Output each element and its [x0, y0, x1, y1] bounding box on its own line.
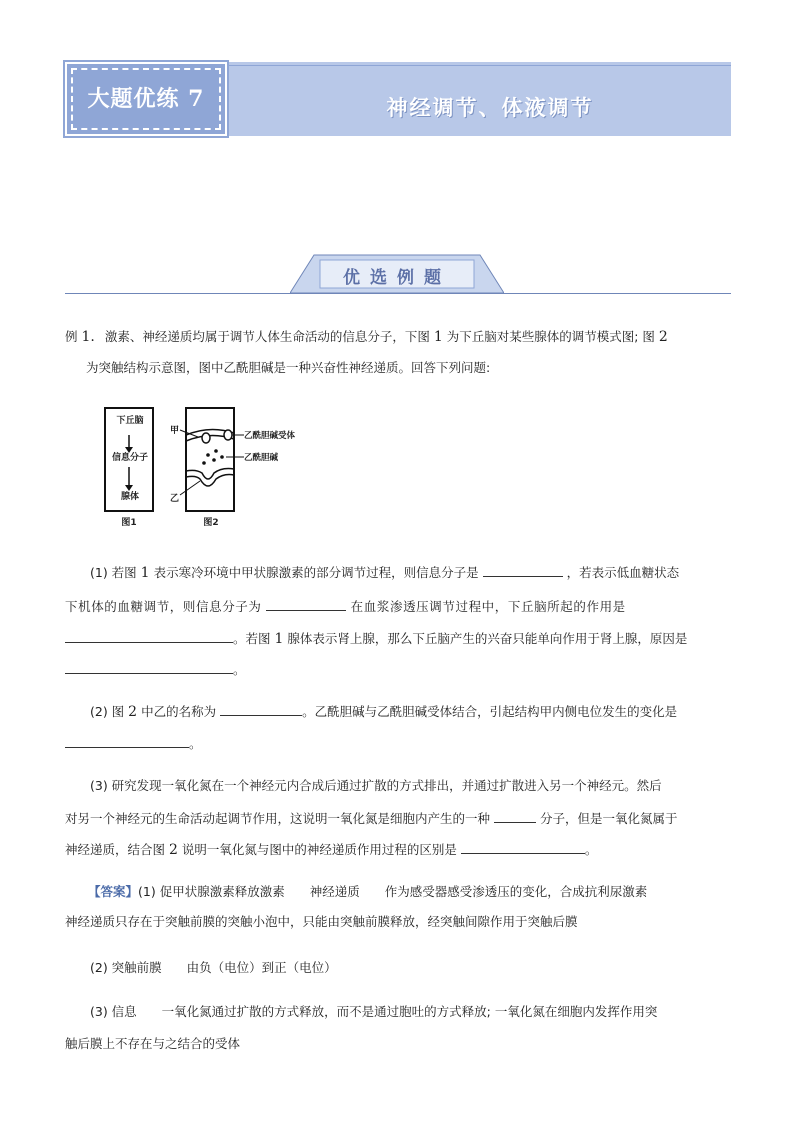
section-label: 优选例题 [343, 268, 451, 288]
q3-line1: (3) 研究发现一氧化氮在一个神经元内合成后通过扩散的方式排出，并通过扩散进入另一个神经元。然后 [90, 778, 662, 793]
fig2-ach-dot [220, 455, 224, 459]
q1-l3-a: 。若图 [233, 631, 271, 646]
answer-line2: 神经递质只存在于突触前膜的突触小泡中，只能由突触前膜释放，经突触间隙作用于突触后膜 [65, 914, 578, 929]
q1-blank-2[interactable] [266, 596, 346, 611]
q2-blank-2[interactable] [65, 733, 189, 748]
q1-blank-4[interactable] [65, 659, 233, 674]
q1-l1-a: (1) 若图 [90, 565, 137, 580]
answer-line4: (3) 信息 一氧化氮通过扩散的方式释放，而不是通过胞吐的方式释放; 一氧化氮在细胞内发挥作用突 [90, 1004, 658, 1019]
fig2-ach-dot [214, 449, 218, 453]
q2-blank-1[interactable] [220, 701, 302, 716]
fig2-label-ach: 乙酰胆碱 [244, 453, 279, 463]
fig2-receptor [224, 430, 232, 440]
q1-line3 [65, 628, 731, 649]
fig2-label-yi: 乙 [170, 494, 180, 504]
q2-l2-end: 。 [189, 736, 202, 751]
q3-l2-a: 对另一个神经元的生命活动起调节作用，这说明一氧化氮是细胞内产生的一种 [65, 811, 491, 826]
q1-line4 [65, 659, 731, 680]
section-divider [65, 293, 731, 294]
answer-line3: (2) 突触前膜 由负（电位）到正（电位） [90, 960, 337, 975]
q3-line3 [65, 839, 731, 860]
fig2-ach-dot [206, 453, 210, 457]
answer-tag: 【答案】 [88, 884, 139, 899]
intro-fig1-ref: 1 [433, 329, 443, 345]
q3-l3-end: 。 [584, 842, 598, 857]
q1-line1 [90, 562, 756, 583]
header-badge [65, 62, 227, 136]
banner-divider [227, 65, 731, 66]
q1-l1-c: ，若表示低血糖状态 [566, 565, 680, 580]
q3-blank-1[interactable] [494, 808, 536, 823]
fig2-label-jia: 甲 [170, 426, 180, 436]
fig1-top-label: 下丘脑 [116, 416, 144, 426]
answer-a1-l1: (1) 促甲状腺激素释放激素 神经递质 作为感受器感受渗透压的变化，合成抗利尿激素 [138, 884, 648, 899]
q1-blank-3[interactable] [65, 628, 233, 643]
q2-fig-ref: 2 [128, 704, 138, 720]
fig1-caption: 图1 [121, 518, 137, 528]
q1-l4-end: 。 [233, 662, 246, 677]
q1-l3-b: 腺体表示肾上腺，那么下丘脑产生的兴奋只能单向作用于肾上腺，原因是 [287, 631, 688, 646]
q2-l1-a: (2) 图 [90, 704, 125, 719]
intro-fig2-ref: 2 [658, 329, 668, 345]
page-title: 神经调节、体液调节 [386, 95, 594, 120]
q2-l1-c: 。乙酰胆碱与乙酰胆碱受体结合，引起结构甲内侧电位发生的变化是 [302, 704, 678, 719]
fig2-ach-dot [212, 458, 216, 462]
q1-blank-1[interactable] [483, 562, 563, 577]
answer-line1 [88, 882, 754, 902]
badge-text: 大题优练 7 [87, 86, 205, 112]
fig2-frame [186, 408, 234, 511]
q3-line2 [65, 808, 731, 829]
fig2-caption: 图2 [203, 518, 219, 528]
q1-fig-ref: 1 [140, 565, 150, 581]
q2-line2 [65, 733, 731, 754]
fig1-mid-label: 信息分子 [111, 453, 148, 463]
intro-text-a: 激素、神经递质均属于调节人体生命活动的信息分子，下图 [104, 329, 430, 344]
figure-diagram [100, 405, 300, 530]
fig2-ach-dot [202, 461, 206, 465]
q3-l3-b: 说明一氧化氮与图中的神经递质作用过程的区别是 [181, 842, 457, 857]
q2-line1 [90, 701, 756, 722]
question-intro-line1 [65, 327, 731, 347]
question-number: 1. [81, 329, 95, 345]
intro-text-b: 为下丘脑对某些腺体的调节模式图; 图 [446, 329, 655, 344]
q1-l1-b: 表示寒冷环境中甲状腺激素的部分调节过程，则信息分子是 [153, 565, 479, 580]
q1-fig-ref-2: 1 [274, 631, 284, 647]
q1-l2-b: 在血浆渗透压调节过程中，下丘脑所起的作用是 [350, 599, 626, 614]
fig2-channel [202, 433, 210, 443]
q2-l1-b: 中乙的名称为 [141, 704, 217, 719]
answer-line5: 触后膜上不存在与之结合的受体 [65, 1036, 241, 1051]
fig2-label-receptor: 乙酰胆碱受体 [244, 431, 296, 441]
q1-l2-a: 下机体的血糖调节，则信息分子为 [65, 599, 262, 614]
q3-l3-a: 神经递质，结合图 [65, 842, 166, 857]
question-intro-line2: 为突触结构示意图，图中乙酰胆碱是一种兴奋性神经递质。回答下列问题: [86, 360, 491, 375]
section-tab [290, 252, 504, 293]
q3-fig-ref: 2 [169, 842, 178, 858]
q3-blank-2[interactable] [461, 839, 585, 854]
question-prefix: 例 [65, 329, 78, 344]
q1-line2 [65, 596, 731, 617]
fig1-bottom-label: 腺体 [120, 492, 139, 502]
q3-l2-b: 分子，但是一氧化氮属于 [539, 811, 678, 826]
